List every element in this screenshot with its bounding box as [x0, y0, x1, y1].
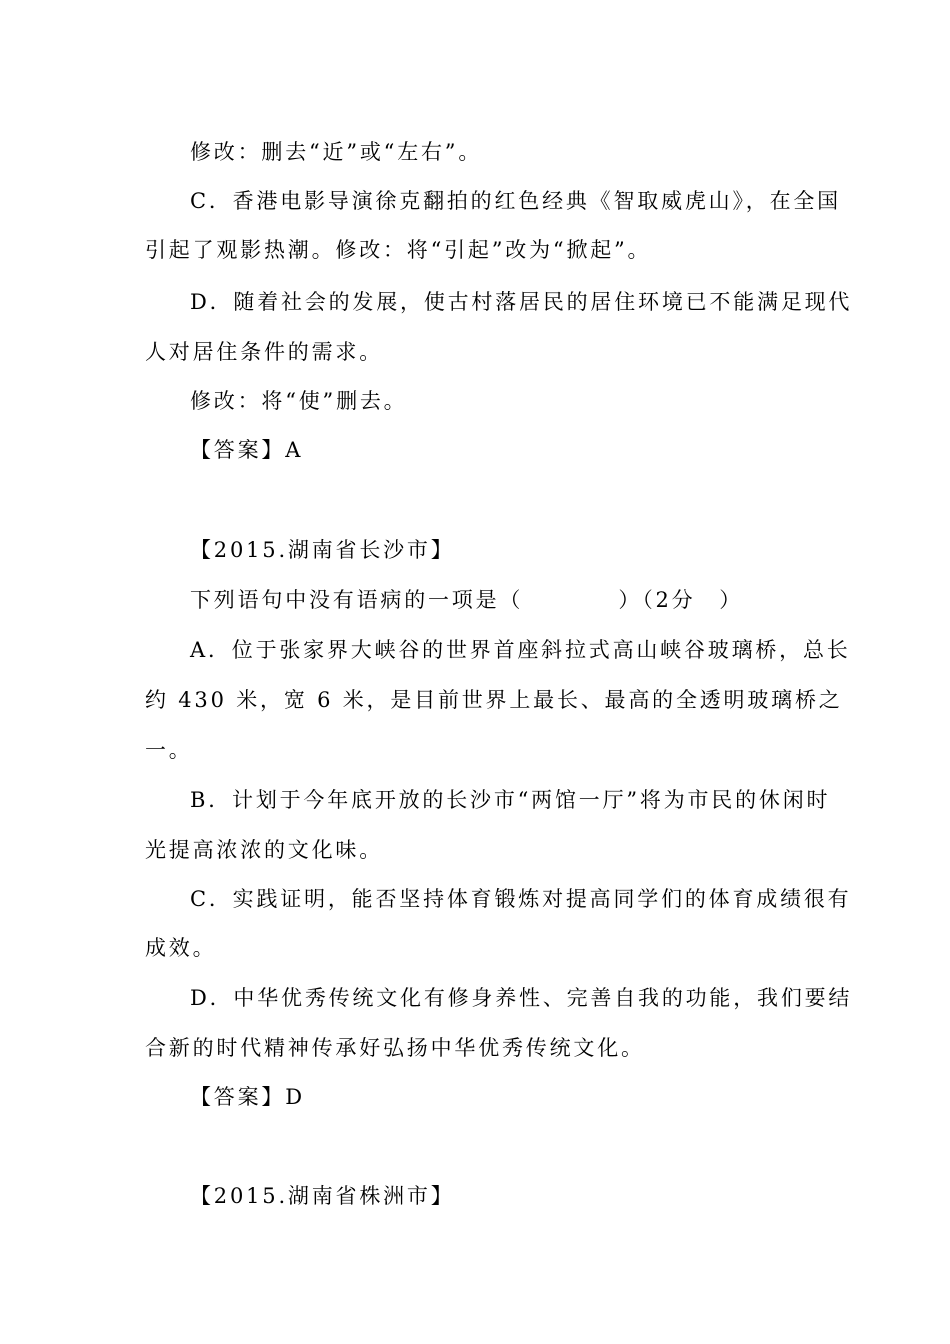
option-b-line-2: 光提高浓浓的文化味。 — [145, 838, 383, 862]
option-a-line-2: 约 430 米，宽 6 米，是目前世界上最长、最高的全透明玻璃桥之 — [145, 688, 843, 712]
option-d-line-1: D．中华优秀传统文化有修身养性、完善自我的功能，我们要结 — [190, 986, 853, 1010]
question-stem: 下列语句中没有语病的一项是（ ）（2分 ） — [190, 588, 744, 612]
revision-note-d: 修改：将“使”删去。 — [190, 389, 408, 413]
source-heading: 【2015.湖南省长沙市】 — [190, 538, 455, 562]
option-c-line-2: 成效。 — [145, 936, 217, 960]
revision-note-b: 修改：删去“近”或“左右”。 — [190, 140, 483, 164]
option-a-line-3: 一。 — [145, 738, 193, 762]
option-b-line-1: B．计划于今年底开放的长沙市“两馆一厅”将为市民的休闲时 — [190, 788, 831, 812]
option-d-line-2: 人对居住条件的需求。 — [145, 340, 383, 364]
option-c-line-1: C．香港电影导演徐克翻拍的红色经典《智取威虎山》，在全国 — [190, 189, 841, 213]
option-a-line-1: A．位于张家界大峡谷的世界首座斜拉式高山峡谷玻璃桥，总长 — [190, 638, 851, 662]
option-c-line-1: C．实践证明，能否坚持体育锻炼对提高同学们的体育成绩很有 — [190, 887, 852, 911]
option-c-line-2: 引起了观影热潮。修改：将“引起”改为“掀起”。 — [145, 238, 652, 262]
answer-label: 【答案】D — [190, 1085, 305, 1109]
option-d-line-1: D．随着社会的发展，使古村落居民的居住环境已不能满足现代 — [190, 290, 853, 314]
option-d-line-2: 合新的时代精神传承好弘扬中华优秀传统文化。 — [145, 1036, 645, 1060]
answer-label: 【答案】A — [190, 438, 304, 462]
source-heading: 【2015.湖南省株洲市】 — [190, 1184, 455, 1208]
